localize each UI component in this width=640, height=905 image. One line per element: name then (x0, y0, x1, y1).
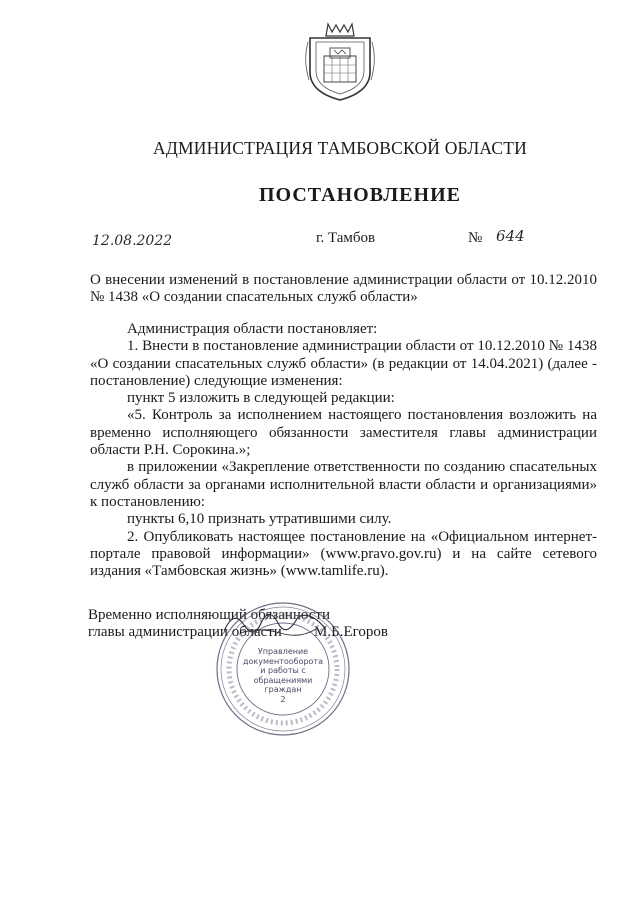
body-paragraph: в приложении «Закрепление ответственности по созданию спасательных служб области за органами исполнительной власти области и организациями» к постановлению: (90, 459, 597, 510)
signatory-position-line2: главы администрации области (88, 624, 282, 640)
body-paragraph: 1. Внести в постановление администрации области от 10.12.2010 № 1438 «О создании спасательных служб области» (в редакции от 14.04.2021) (далее - постановление) следующие изменения: (90, 338, 597, 389)
signatory-name: М.Б.Егоров (314, 624, 388, 640)
document-date: 12.08.2022 (92, 233, 173, 249)
body-paragraph: 2. Опубликовать настоящее постановление на «Официальном интернет-портале правовой информации» (www.pravo.gov.ru) и на сайте сетевого издания «Тамбовская жизнь» (www.tamlife.ru). (90, 528, 597, 580)
document-city: г. Тамбов (316, 230, 376, 246)
seal-inner-text: Управление документооборота и работы с обращениями граждан (243, 647, 323, 694)
document-type-title: ПОСТАНОВЛЕНИЕ (259, 184, 461, 206)
signatory-position-line1: Временно исполняющий обязанности (88, 607, 331, 623)
seal-number: 2 (280, 694, 286, 704)
handwritten-signature (220, 603, 330, 639)
coat-of-arms-icon (300, 20, 380, 104)
document-subject: О внесении изменений в постановление администрации области от 10.12.2010 № 1438 «О создании спасательных служб области» (90, 272, 597, 305)
body-paragraph: пункт 5 изложить в следующей редакции: (127, 390, 395, 407)
body-paragraph: пункты 6,10 признать утратившими силу. (127, 511, 392, 528)
body-paragraph: «5. Контроль за исполнением настоящего постановления возложить на временно исполняющего обязанности заместителя главы администрации области Р.Н. Сорокина.»; (90, 407, 597, 459)
body-paragraph: Администрация области постановляет: (127, 321, 378, 337)
seal-text (242, 647, 324, 704)
document-number: 644 (496, 227, 525, 245)
organization-name: АДМИНИСТРАЦИЯ ТАМБОВСКОЙ ОБЛАСТИ (153, 138, 527, 158)
document-body (90, 321, 597, 580)
number-sign: № (468, 230, 483, 246)
